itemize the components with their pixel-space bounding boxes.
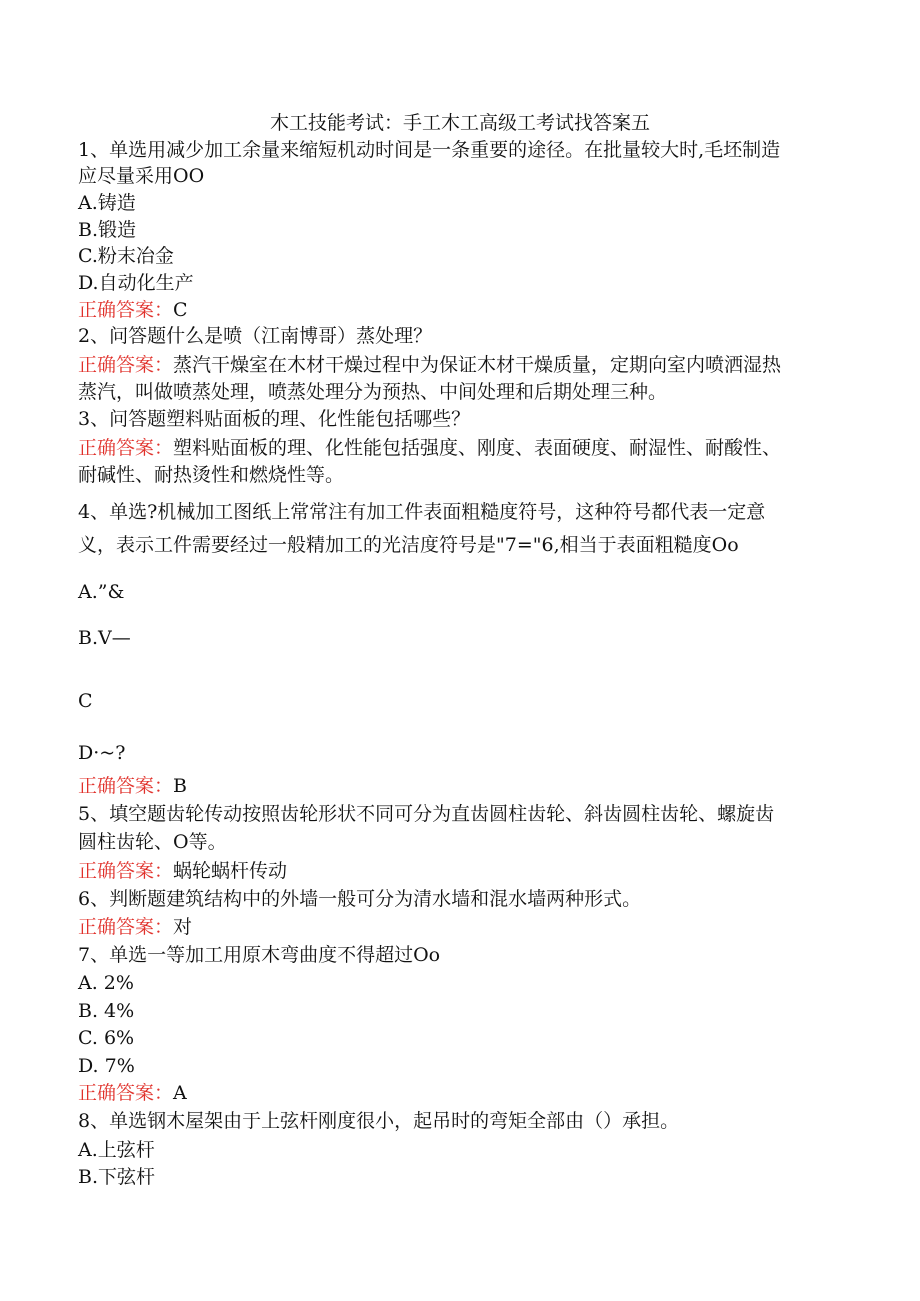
q8-stem: 8、单选钢木屋架由于上弦杆刚度很小，起吊时的弯矩全部由（）承担。	[78, 1110, 680, 1132]
q6-answer	[78, 914, 838, 941]
q4-option-b: B.V—	[78, 627, 131, 649]
q3-stem: 3、问答题塑料贴面板的理、化性能包括哪些？	[78, 408, 471, 430]
q4-option-a: A.”&	[78, 581, 125, 603]
q1-option-c: C.粉末冶金	[78, 245, 174, 267]
q7-answer	[78, 1080, 838, 1107]
answer-label: 正确答案：	[78, 299, 174, 321]
q4-answer-value: B	[173, 775, 187, 797]
q1-answer-value: C	[173, 299, 188, 321]
q4-stem-line-1: 4、单选?机械加工图纸上常常注有加工件表面粗糙度符号，这种符号都代表一定意	[78, 501, 766, 523]
q6-stem: 6、判断题建筑结构中的外墙一般可分为清水墙和混水墙两种形式。	[78, 888, 642, 910]
q3-answer	[78, 435, 838, 462]
q4-stem-line-2: 义，表示工件需要经过一般精加工的光洁度符号是"7="6,相当于表面粗糙度Oo	[78, 534, 739, 556]
q2-answer-line-2: 蒸汽，叫做喷蒸处理，喷蒸处理分为预热、中间处理和后期处理三种。	[78, 381, 668, 403]
q7-option-d: D. 7%	[78, 1055, 135, 1077]
q2-answer-text-1: 蒸汽干燥室在木材干燥过程中为保证木材干燥质量，定期向室内喷洒湿热	[173, 354, 782, 376]
answer-label: 正确答案：	[78, 437, 174, 459]
q5-answer	[78, 858, 838, 885]
q1-option-b: B.锻造	[78, 219, 137, 241]
q1-option-a: A.铸造	[78, 192, 136, 214]
page-title: 木工技能考试：手工木工高级工考试找答案五	[269, 112, 650, 134]
q6-answer-value: 对	[173, 916, 193, 938]
answer-label: 正确答案：	[78, 1082, 174, 1104]
q7-option-a: A. 2%	[78, 972, 134, 994]
q1-stem-line-1: 1、单选用减少加工余量来缩短机动时间是一条重要的途径。在批量较大时,毛坯制造	[78, 139, 781, 161]
q7-answer-value: A	[173, 1082, 187, 1104]
q4-answer	[78, 773, 838, 800]
q5-stem-line-2: 圆柱齿轮、O等。	[78, 831, 227, 853]
q1-stem-line-2: 应尽量采用OO	[78, 165, 205, 187]
q5-stem-line-1: 5、填空题齿轮传动按照齿轮形状不同可分为直齿圆柱齿轮、斜齿圆柱齿轮、螺旋齿	[78, 803, 775, 825]
answer-label: 正确答案：	[78, 354, 174, 376]
answer-label: 正确答案：	[78, 860, 174, 882]
q3-answer-line-2: 耐碱性、耐热烫性和燃烧性等。	[78, 464, 345, 486]
q7-option-b: B. 4%	[78, 1000, 135, 1022]
q4-option-d: D·~?	[78, 742, 126, 764]
q1-answer	[78, 297, 838, 324]
q8-option-b: B.下弦杆	[78, 1166, 156, 1188]
q3-answer-text-1: 塑料贴面板的理、化性能包括强度、刚度、表面硬度、耐湿性、耐酸性、	[173, 437, 782, 459]
q5-answer-value: 蜗轮蜗杆传动	[173, 860, 288, 882]
answer-label: 正确答案：	[78, 775, 174, 797]
q2-answer	[78, 352, 838, 379]
answer-label: 正确答案：	[78, 916, 174, 938]
q7-stem: 7、单选一等加工用原木弯曲度不得超过Oo	[78, 944, 441, 966]
q4-option-c: C	[78, 690, 93, 712]
q1-option-d: D.自动化生产	[78, 272, 194, 294]
q8-option-a: A.上弦杆	[78, 1139, 155, 1161]
q2-stem: 2、问答题什么是喷（江南博哥）蒸处理？	[78, 325, 433, 347]
q7-option-c: C. 6%	[78, 1027, 135, 1049]
